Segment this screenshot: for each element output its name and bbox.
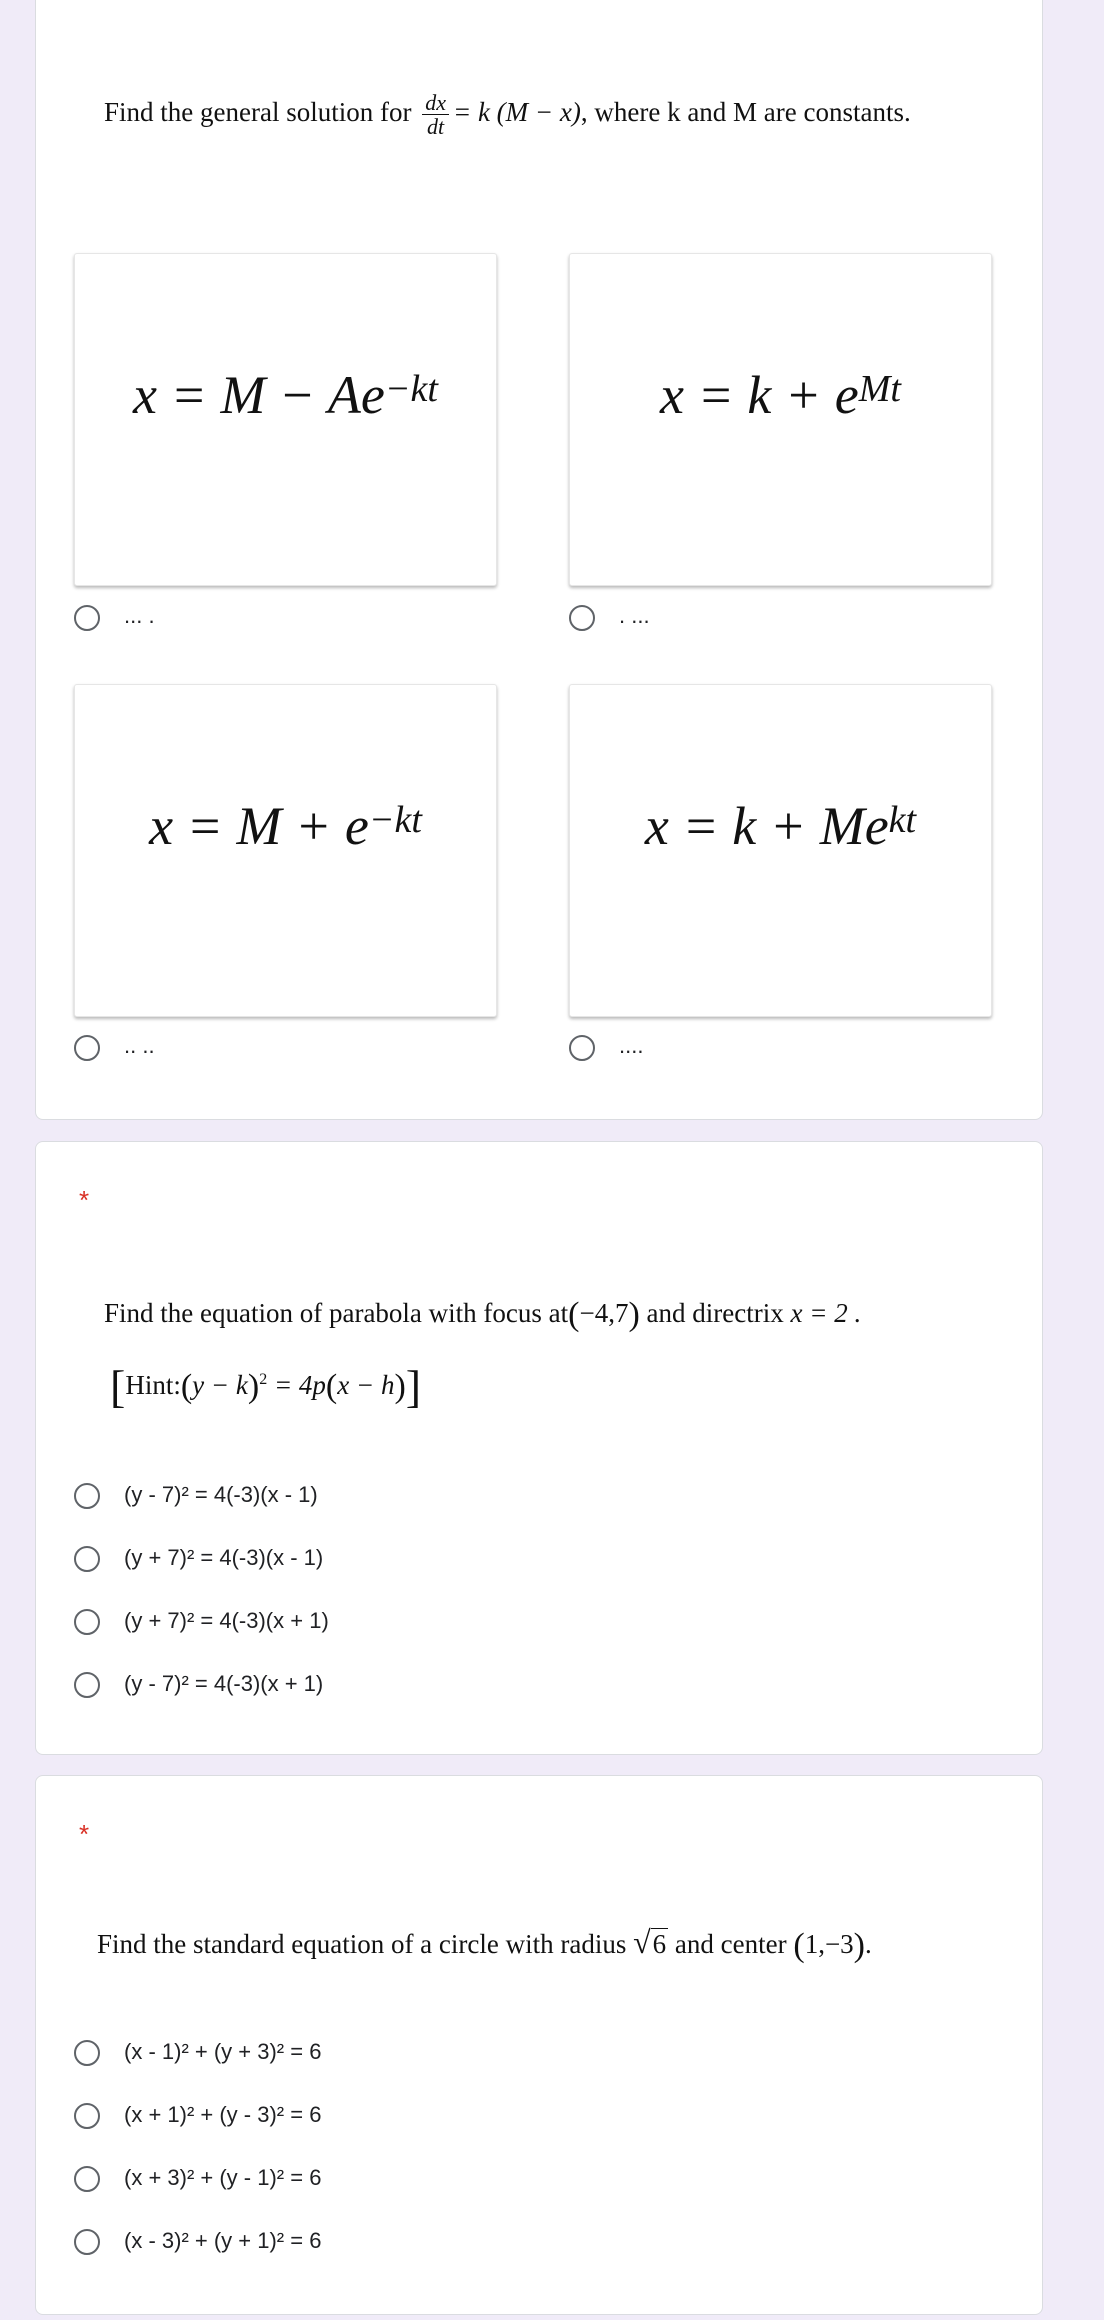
derivative-fraction <box>422 91 449 138</box>
option-image-box-4[interactable] <box>569 684 992 1017</box>
paren-open: ( <box>568 1296 580 1333</box>
formula-exponent: −kt <box>368 798 422 841</box>
question-3-prefix: Find the standard equation of a circle with radius <box>97 1929 627 1959</box>
fraction-denominator: dt <box>427 114 445 140</box>
hint-term-c: = 4p <box>273 1370 326 1400</box>
q2-option-4-radio[interactable] <box>74 1672 100 1698</box>
question-2-prefix: Find the equation of parabola with focus at <box>104 1298 569 1328</box>
option-3-formula <box>75 685 496 1016</box>
formula-exponent: kt <box>888 798 917 841</box>
q3-option-2-label[interactable]: (x + 1)² + (y - 3)² = 6 <box>124 2102 322 2127</box>
q3-option-4-radio[interactable] <box>74 2229 100 2255</box>
option-3-radio[interactable] <box>74 1035 100 1061</box>
q2-option-2-label[interactable]: (y + 7)² = 4(-3)(x - 1) <box>124 1545 324 1570</box>
question-card-3 <box>35 1775 1043 2315</box>
paren-open: ( <box>180 1368 193 1405</box>
q2-option-1-label[interactable]: (y - 7)² = 4(-3)(x - 1) <box>124 1482 318 1507</box>
formula-exponent: −kt <box>384 367 438 410</box>
paren-close: ) <box>628 1296 640 1333</box>
question-1-suffix: , where k and M are constants. <box>580 96 911 127</box>
directrix-equation: x = 2 . <box>790 1298 862 1328</box>
paren-close: ) <box>394 1368 406 1405</box>
q3-option-1-radio[interactable] <box>74 2040 100 2066</box>
question-3-end: . <box>865 1929 872 1959</box>
formula-base: x = k + e <box>659 364 859 425</box>
q2-option-2-radio[interactable] <box>74 1546 100 1572</box>
question-card-2 <box>35 1141 1043 1755</box>
bracket-close: ] <box>405 1361 422 1412</box>
option-1-formula <box>75 254 496 585</box>
q3-option-4-label[interactable]: (x - 3)² + (y + 1)² = 6 <box>124 2228 322 2253</box>
formula-base: x = M − Ae <box>133 364 385 425</box>
fraction-numerator: dx <box>422 91 449 115</box>
hint-label: Hint: <box>125 1370 181 1400</box>
focus-point: −4,7 <box>579 1298 629 1328</box>
question-1-text <box>104 91 911 138</box>
question-3-mid: and center <box>674 1929 787 1959</box>
paren-close: ) <box>853 1927 865 1964</box>
option-2-label: . ... <box>619 603 650 628</box>
option-4-radio[interactable] <box>569 1035 595 1061</box>
option-2-formula <box>570 254 991 585</box>
formula-base: x = M + e <box>149 795 369 856</box>
option-image-box-1[interactable] <box>74 253 497 586</box>
sqrt-symbol: √ <box>633 1924 651 1960</box>
question-2-text <box>104 1296 861 1334</box>
option-3-label: .. .. <box>124 1033 155 1058</box>
option-1-label: ... . <box>124 603 155 628</box>
option-image-box-2[interactable] <box>569 253 992 586</box>
q3-option-2-radio[interactable] <box>74 2103 100 2129</box>
q3-option-1-label[interactable]: (x - 1)² + (y + 3)² = 6 <box>124 2039 322 2064</box>
hint-text <box>110 1360 421 1413</box>
question-1-equation: = k (M − x) <box>452 96 581 127</box>
paren-close: ) <box>247 1368 260 1405</box>
question-2-mid: and directrix <box>646 1298 784 1328</box>
q3-option-3-label[interactable]: (x + 3)² + (y - 1)² = 6 <box>124 2165 322 2190</box>
bracket-open: [ <box>110 1361 126 1412</box>
q2-option-3-label[interactable]: (y + 7)² = 4(-3)(x + 1) <box>124 1608 329 1633</box>
required-asterisk: * <box>79 1819 90 1849</box>
q2-option-4-label[interactable]: (y - 7)² = 4(-3)(x + 1) <box>124 1671 324 1696</box>
radius-value: 6 <box>652 1929 667 1959</box>
center-point: 1,−3 <box>804 1929 854 1959</box>
required-asterisk: * <box>79 1185 90 1215</box>
hint-term-d: x − h <box>337 1370 395 1400</box>
option-4-label: .... <box>619 1033 644 1058</box>
option-image-box-3[interactable] <box>74 684 497 1017</box>
q3-option-3-radio[interactable] <box>74 2166 100 2192</box>
hint-term-a: y − k <box>192 1370 248 1400</box>
question-card-1 <box>35 0 1043 1120</box>
question-1-prefix: Find the general solution for <box>104 96 412 127</box>
paren-open: ( <box>325 1368 338 1405</box>
formula-base: x = k + Me <box>644 795 889 856</box>
hint-power: 2 <box>259 1371 268 1388</box>
paren-open: ( <box>793 1927 805 1964</box>
option-1-radio[interactable] <box>74 605 100 631</box>
option-2-radio[interactable] <box>569 605 595 631</box>
question-3-text <box>97 1924 872 1965</box>
q2-option-1-radio[interactable] <box>74 1483 100 1509</box>
option-4-formula <box>570 685 991 1016</box>
formula-exponent: Mt <box>858 367 901 410</box>
q2-option-3-radio[interactable] <box>74 1609 100 1635</box>
